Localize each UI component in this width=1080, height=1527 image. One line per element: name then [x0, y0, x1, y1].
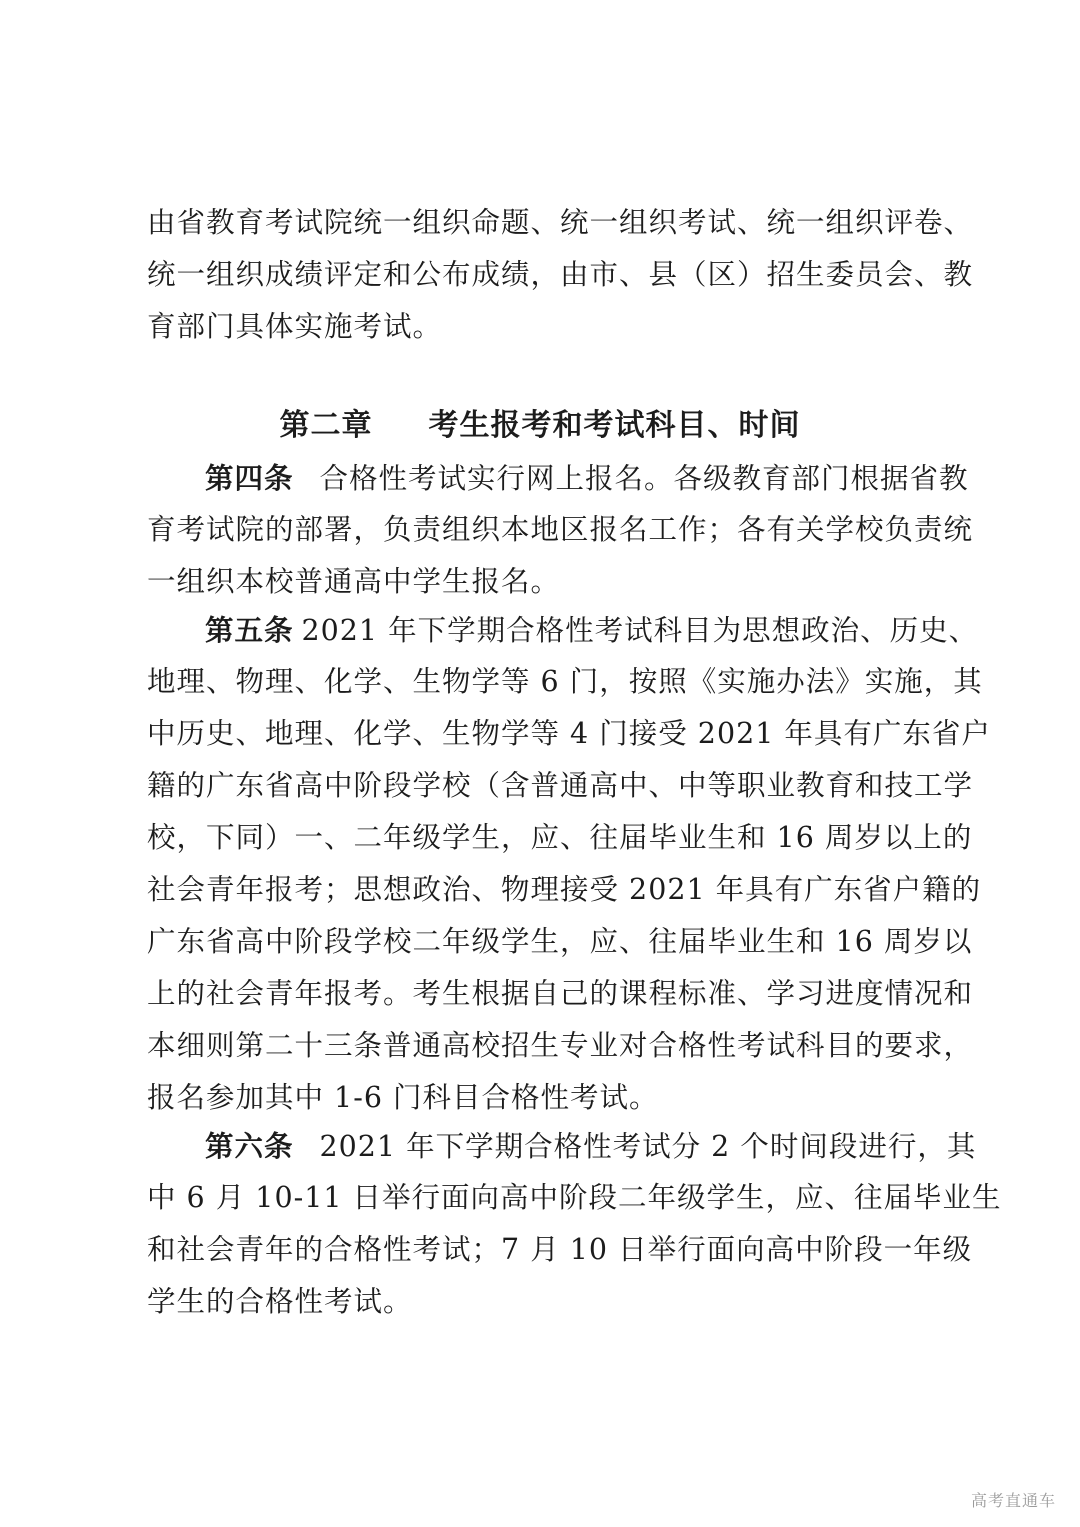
article5-line-8: 上的社会青年报考。考生根据自己的课程标准、学习进度情况和 — [147, 977, 974, 1010]
article6-line-2: 中 6 月 10-11 日举行面向高中阶段二年级学生，应、往届毕业生 — [147, 1181, 1002, 1214]
chapter-heading — [0, 400, 1080, 452]
article5-first-line — [205, 604, 979, 656]
article6-line-4: 学生的合格性考试。 — [147, 1285, 413, 1318]
article4-line-1: 合格性考试实行网上报名。各级教育部门根据省教 — [319, 462, 969, 495]
chapter-name: 考生报考和考试科目、时间 — [428, 408, 801, 443]
article5-line-4: 籍的广东省高中阶段学校（含普通高中、中等职业教育和技工学 — [147, 769, 974, 802]
article6-line-1: 2021 年下学期合格性考试分 2 个时间段进行，其 — [319, 1130, 977, 1163]
article5-line-10: 报名参加其中 1-6 门科目合格性考试。 — [147, 1081, 659, 1114]
article5-line-7: 广东省高中阶段学校二年级学生，应、往届毕业生和 16 周岁以 — [147, 925, 973, 958]
intro-line-3: 育部门具体实施考试。 — [147, 310, 443, 343]
article6-line-3: 和社会青年的合格性考试；7 月 10 日举行面向高中阶段一年级 — [147, 1233, 973, 1266]
article4-label: 第四条 — [205, 461, 294, 495]
article4-first-line — [205, 452, 969, 504]
article5-line-9: 本细则第二十三条普通高校招生专业对合格性考试科目的要求， — [147, 1029, 974, 1062]
watermark-text: 高考直通车 — [970, 1491, 1056, 1510]
intro-line-1: 由省教育考试院统一组织命题、统一组织考试、统一组织评卷、 — [147, 206, 974, 239]
article5-line-6: 社会青年报考；思想政治、物理接受 2021 年具有广东省户籍的 — [147, 873, 982, 906]
article5-line-2: 地理、物理、化学、生物学等 6 门，按照《实施办法》实施，其 — [147, 665, 983, 698]
article6-first-line — [205, 1120, 977, 1172]
article5-line-1: 2021 年下学期合格性考试科目为思想政治、历史、 — [301, 614, 979, 647]
article5-line-3: 中历史、地理、化学、生物学等 4 门接受 2021 年具有广东省户 — [147, 717, 991, 750]
chapter-number: 第二章 — [279, 408, 373, 443]
article5-label: 第五条 — [205, 613, 294, 647]
article6-label: 第六条 — [205, 1129, 294, 1163]
article5-line-5: 校，下同）一、二年级学生，应、往届毕业生和 16 周岁以上的 — [147, 821, 973, 854]
article4-line-3: 一组织本校普通高中学生报名。 — [147, 565, 561, 598]
intro-line-2: 统一组织成绩评定和公布成绩，由市、县（区）招生委员会、教 — [147, 258, 974, 291]
article4-line-2: 育考试院的部署，负责组织本地区报名工作；各有关学校负责统 — [147, 513, 974, 546]
